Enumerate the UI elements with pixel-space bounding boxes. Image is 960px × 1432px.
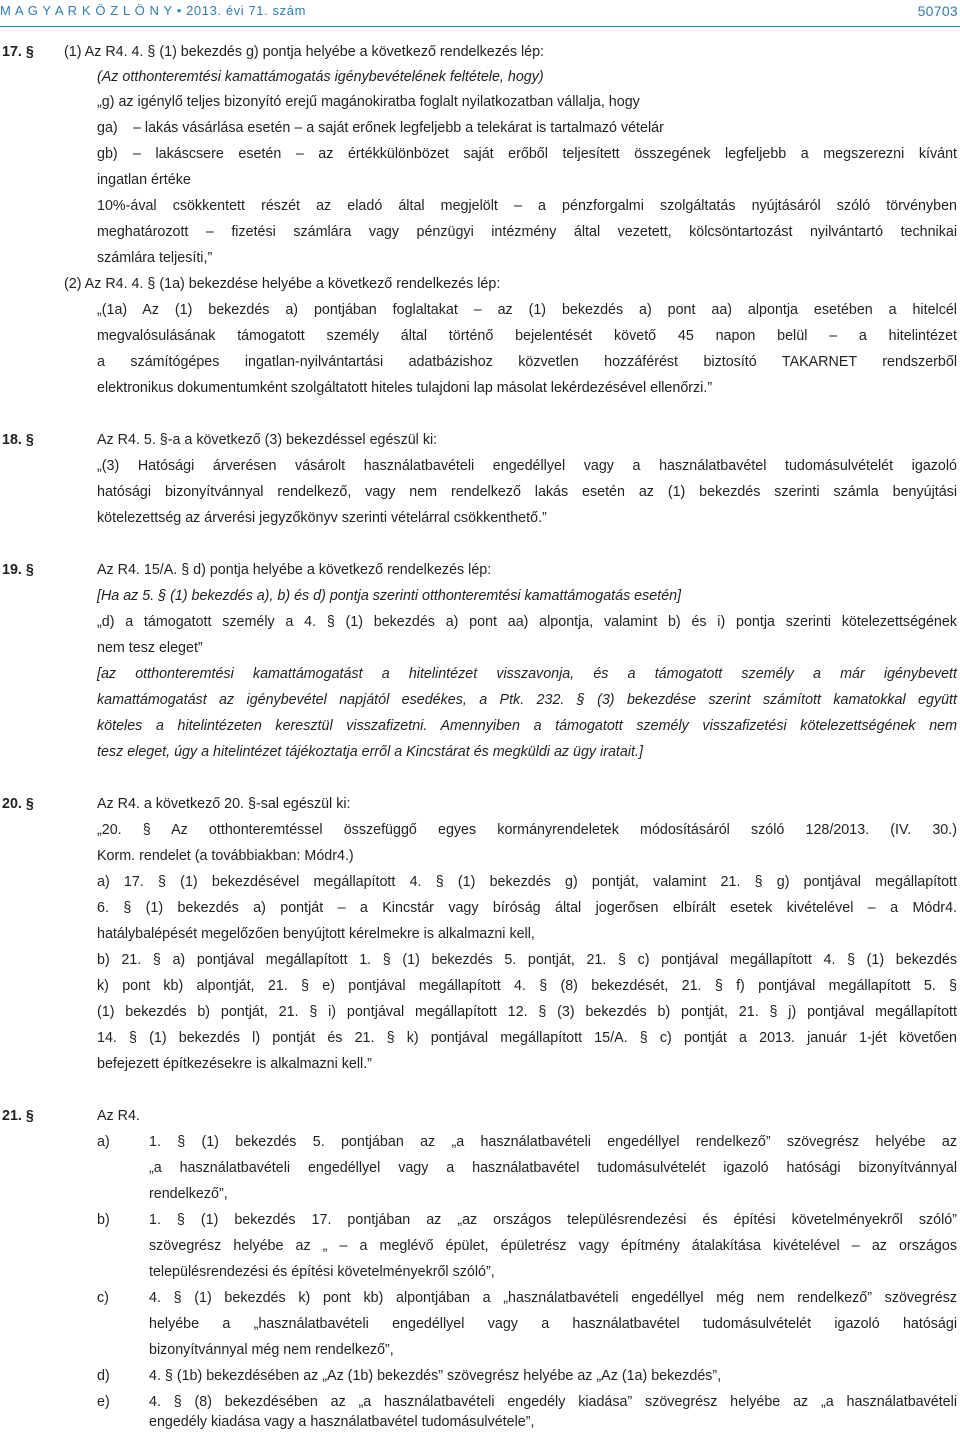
section-20-line: 14. § (1) bekezdés l) pontját és 21. § k) pontjával megállapított 15/A. § c) pontját a 2013. január 1-jét követően [97, 1030, 957, 1046]
amendment-line: helyébe a „használatbavételi engedéllyel vagy a használatbavétel tudomásulvételét igazoló hatósági [149, 1316, 957, 1332]
section-17-line: ingatlan értéke [97, 172, 191, 188]
section-19-line: [Ha az 5. § (1) bekezdés a), b) és d) pontja szerinti otthonteremtési kamattámogatás esetén] [97, 588, 682, 604]
section-20-line: Korm. rendelet (a továbbiakban: Módr4.) [97, 848, 354, 864]
amendment-line: szövegrész helyébe az „ – a meglévő épület, épületrész vagy építmény átalakítása kivételével – az országos [149, 1238, 957, 1254]
section-17-line: (Az otthonteremtési kamattámogatás igénybevételének feltétele, hogy) [97, 69, 544, 85]
section-17-line: megvalósulásának támogatott személy által történő bejelentését követő 45 napon belül – a hitelintézet [97, 328, 957, 344]
item-label: d) [97, 1368, 110, 1384]
amendment-line: 1. § (1) bekezdés 17. pontjában az „az országos településrendezési és építési követelményekről szóló” [149, 1212, 957, 1228]
section-17-line: 10%-ával csökkentett részét az eladó által megjelölt – a pénzforgalmi szolgáltatás nyújtásáról szóló törvényben [97, 198, 957, 214]
item-label: e) [97, 1394, 110, 1410]
item-label: ga) [97, 120, 118, 136]
amendment-line: 4. § (1) bekezdés k) pont kb) alpontjában a „használatbavételi engedéllyel még nem rendelkező” szövegrész [149, 1290, 957, 1306]
item-label: b) [97, 1212, 110, 1228]
section-20-line: 6. § (1) bekezdés a) pontját – a Kincstár vagy bíróság által jogerősen elbírált esetek kivételével – a Módr4. [97, 900, 957, 916]
page-header [0, 0, 960, 22]
section-17-line: számlára teljesíti,” [97, 250, 213, 266]
section-19-line: Az R4. 15/A. § d) pontja helyébe a következő rendelkezés lép: [97, 562, 492, 578]
amendment-line: 4. § (8) bekezdésében az „a használatbavételi engedély kiadása” szövegrész helyébe az „a használatbavételi [149, 1394, 957, 1410]
amendment-line: bizonyítvánnyal még nem rendelkező”, [149, 1342, 394, 1358]
item-label: c) [97, 1290, 109, 1306]
section-18-line: „(3) Hatósági árverésen vásárolt használatbavételi engedéllyel vagy a használatbavétel tudomásulvételét igazoló [97, 458, 957, 474]
section-17-line: (1) Az R4. 4. § (1) bekezdés g) pontja helyébe a következő rendelkezés lép: [64, 44, 545, 60]
item-label: a) [97, 1134, 110, 1150]
section-19-line: [az otthonteremtési kamattámogatást a hitelintézet visszavonja, és a támogatott személy a már igénybevett [97, 666, 957, 682]
section-20-line: a) 17. § (1) bekezdésével megállapított 4. § (1) bekezdés g) pontját, valamint 21. § g) pontjával megállapított [97, 874, 957, 890]
section-19-line: kamattámogatást az igénybevétel napjától esedékes, a Ptk. 232. § (3) bekezdése szerint számított kamatokkal együtt [97, 692, 957, 708]
amendment-line: rendelkező”, [149, 1186, 228, 1202]
header-divider [0, 26, 960, 27]
section-21-number: 21. § [2, 1108, 34, 1124]
amendment-line: településrendezési és építési követelményekről szóló”, [149, 1264, 495, 1280]
section-20-line: (1) bekezdés b) pontját, 21. § i) pontjával megállapított 12. § (3) bekezdés b) pontját, 21. § j) pontjával megállapított [97, 1004, 957, 1020]
section-20-number: 20. § [2, 796, 34, 812]
section-20-line: Az R4. a következő 20. §-sal egészül ki: [97, 796, 351, 812]
section-21-line: Az R4. [97, 1108, 140, 1124]
page-number: 50703 [917, 3, 958, 19]
item-label: gb) [97, 146, 118, 162]
section-17-line: – lakáscsere esetén – az értékkülönbözet saját erőből teljesített összegének legfeljebb a megszerezni kívánt [133, 146, 957, 162]
section-19-number: 19. § [2, 562, 34, 578]
section-20-line: b) 21. § a) pontjával megállapított 1. § (1) bekezdés 5. pontját, 21. § c) pontjával megállapított 4. § (1) bekezdés [97, 952, 957, 968]
section-19-line: nem tesz eleget” [97, 640, 203, 656]
section-19-line: köteles a hitelintézeten keresztül visszafizetni. Amennyiben a támogatott személy visszafizetési kötelezettségének nem [97, 718, 957, 734]
section-17-line: meghatározott – fizetési számlára vagy pénzügyi intézmény által vezetett, kölcsöntartozást nyilvántartó technikai [97, 224, 957, 240]
section-17-line: elektronikus dokumentumként szolgáltatott hiteles tulajdoni lap másolat lekérdezésével ellenőrzi.” [97, 380, 713, 396]
section-17-line: „g) az igénylő teljes bizonyító erejű magánokiratba foglalt nyilatkozatban vállalja, hogy [97, 94, 640, 110]
amendment-line: „a használatbavételi engedéllyel vagy a használatbavétel tudomásulvételét igazoló hatósági bizonyítvánnyal [149, 1160, 957, 1176]
section-20-line: k) pont kb) alpontját, 21. § e) pontjával megállapított 4. § (8) bekezdését, 21. § f) pontjával megállapított 5. § [97, 978, 957, 994]
section-17-line: a számítógépes ingatlan-nyilvántartási adatbázishoz közvetlen hozzáférést biztosító TAKARNET rendszerből [97, 354, 957, 370]
section-20-line: „20. § Az otthonteremtéssel összefüggő egyes kormányrendeletek módosításáról szóló 128/2013. (IV. 30.) [97, 822, 957, 838]
section-17-line: – lakás vásárlása esetén – a saját erőnek legfeljebb a telekárat is tartalmazó vételár [133, 120, 664, 136]
section-18-line: hatósági bizonyítvánnyal rendelkező, vagy nem rendelkező lakás esetén az (1) bekezdés szerinti számla benyújtási [97, 484, 957, 500]
section-17-line: „(1a) Az (1) bekezdés a) pontjában foglaltakat – az (1) bekezdés a) pont aa) alpontja esetében a hitelcél [97, 302, 957, 318]
section-18-line: kötelezettség az árverési jegyzőkönyv szerinti vételárral csökkenthető.” [97, 510, 547, 526]
section-17-number: 17. § [2, 44, 34, 60]
section-20-line: hatálybalépését megelőzően benyújtott kérelmekre is alkalmazni kell, [97, 926, 535, 942]
amendment-line: engedély kiadása vagy a használatbavétel tudomásulvétele”, [149, 1414, 535, 1430]
section-19-line: „d) a támogatott személy a 4. § (1) bekezdés a) pont aa) alpontja, valamint b) és i) pontja szerinti kötelezettségének [97, 614, 957, 630]
section-18-line: Az R4. 5. §-a a következő (3) bekezdéssel egészül ki: [97, 432, 438, 448]
section-20-line: befejezett építkezésekre is alkalmazni kell.” [97, 1056, 372, 1072]
amendment-line: 4. § (1b) bekezdésében az „Az (1b) bekezdés” szövegrész helyébe az „Az (1a) bekezdés”, [149, 1368, 722, 1384]
section-19-line: tesz eleget, úgy a hitelintézet tájékoztatja erről a Kincstárat és megküldi az ügy iratait.] [97, 744, 643, 760]
section-18-number: 18. § [2, 432, 34, 448]
section-17-line: (2) Az R4. 4. § (1a) bekezdése helyébe a következő rendelkezés lép: [64, 276, 501, 292]
journal-title: M A G Y A R K Ö Z L Ö N Y • 2013. évi 71. szám [0, 3, 307, 18]
amendment-line: 1. § (1) bekezdés 5. pontjában az „a használatbavételi engedéllyel rendelkező” szövegrész helyébe az [149, 1134, 957, 1150]
